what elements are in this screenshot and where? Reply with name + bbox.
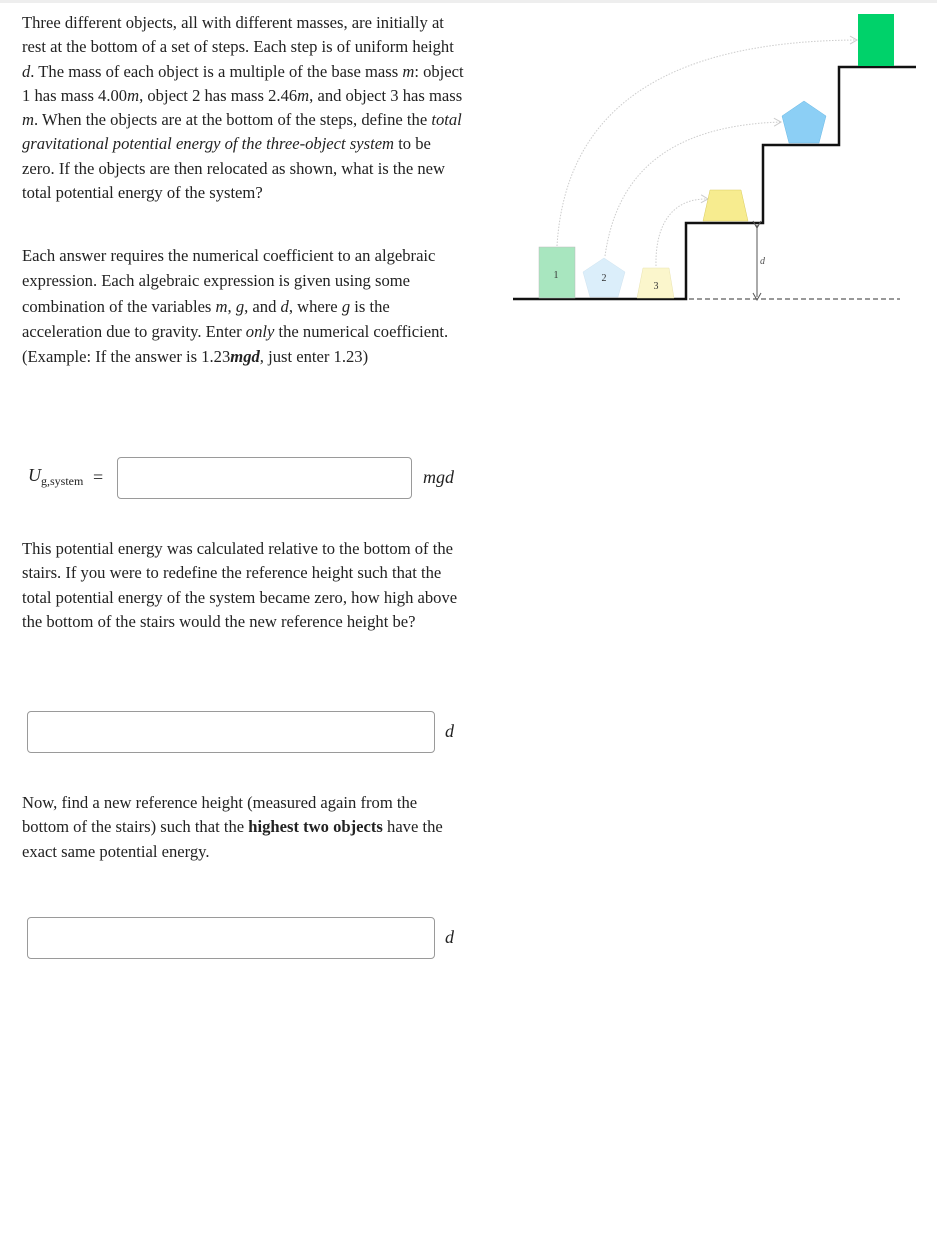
object1-final: [858, 14, 894, 66]
equal-energy-height-unit: d: [445, 927, 454, 947]
object2-label: 2: [601, 273, 607, 284]
object3-final: [703, 190, 748, 221]
stairs-diagram: [505, 6, 917, 306]
reference-height-input[interactable]: [27, 711, 435, 753]
equals-sign: =: [93, 467, 104, 487]
object2-trajectory: [605, 122, 781, 256]
question-equal-energy: Now, find a new reference height (measured again from the bottom of the stairs) such that the highest two objects have the exact same potential energy.: [22, 793, 443, 861]
step-height-label: d: [760, 256, 765, 267]
problem-statement: Three different objects, all with different masses, are initially at rest at the bottom of a set of steps. Each step is of uniform height d. The mass of each object is a multiple of the base mass m: object 1 has mass 4.00m, object 2 has mass 2.46m, and object 3 has mass m. When the objects are at the bottom of the steps, define the total gravitational potential energy of the three-object system to be zero. If the objects are then relocated as shown, what is the new total potential energy of the system?: [22, 13, 464, 203]
u-system-label: $U_{g,system}$: [28, 465, 84, 488]
object2-final: [782, 101, 826, 143]
answer-instructions: Each answer requires the numerical coefficient to an algebraic expression. Each algebraic expression is given using some combination of the variables m, g, and d, where g is the acceleration due to gravity. Enter only the numerical coefficient. (Example: If the answer is 1.23mgd, just enter 1.23): [22, 246, 449, 367]
question-reference-height: This potential energy was calculated relative to the bottom of the stairs. If you were to redefine the reference height such that the total potential energy of the system became zero, how high above the bottom of the stairs would the new reference height be?: [22, 539, 458, 631]
u-system-input[interactable]: [117, 457, 412, 499]
reference-height-unit: d: [445, 721, 454, 741]
object1-label: 1: [553, 270, 559, 281]
top-border: [0, 0, 937, 3]
object3-label: 3: [653, 281, 659, 292]
equal-energy-height-input[interactable]: [27, 917, 435, 959]
u-system-unit: mgd: [423, 467, 454, 487]
object3-trajectory: [656, 199, 708, 266]
